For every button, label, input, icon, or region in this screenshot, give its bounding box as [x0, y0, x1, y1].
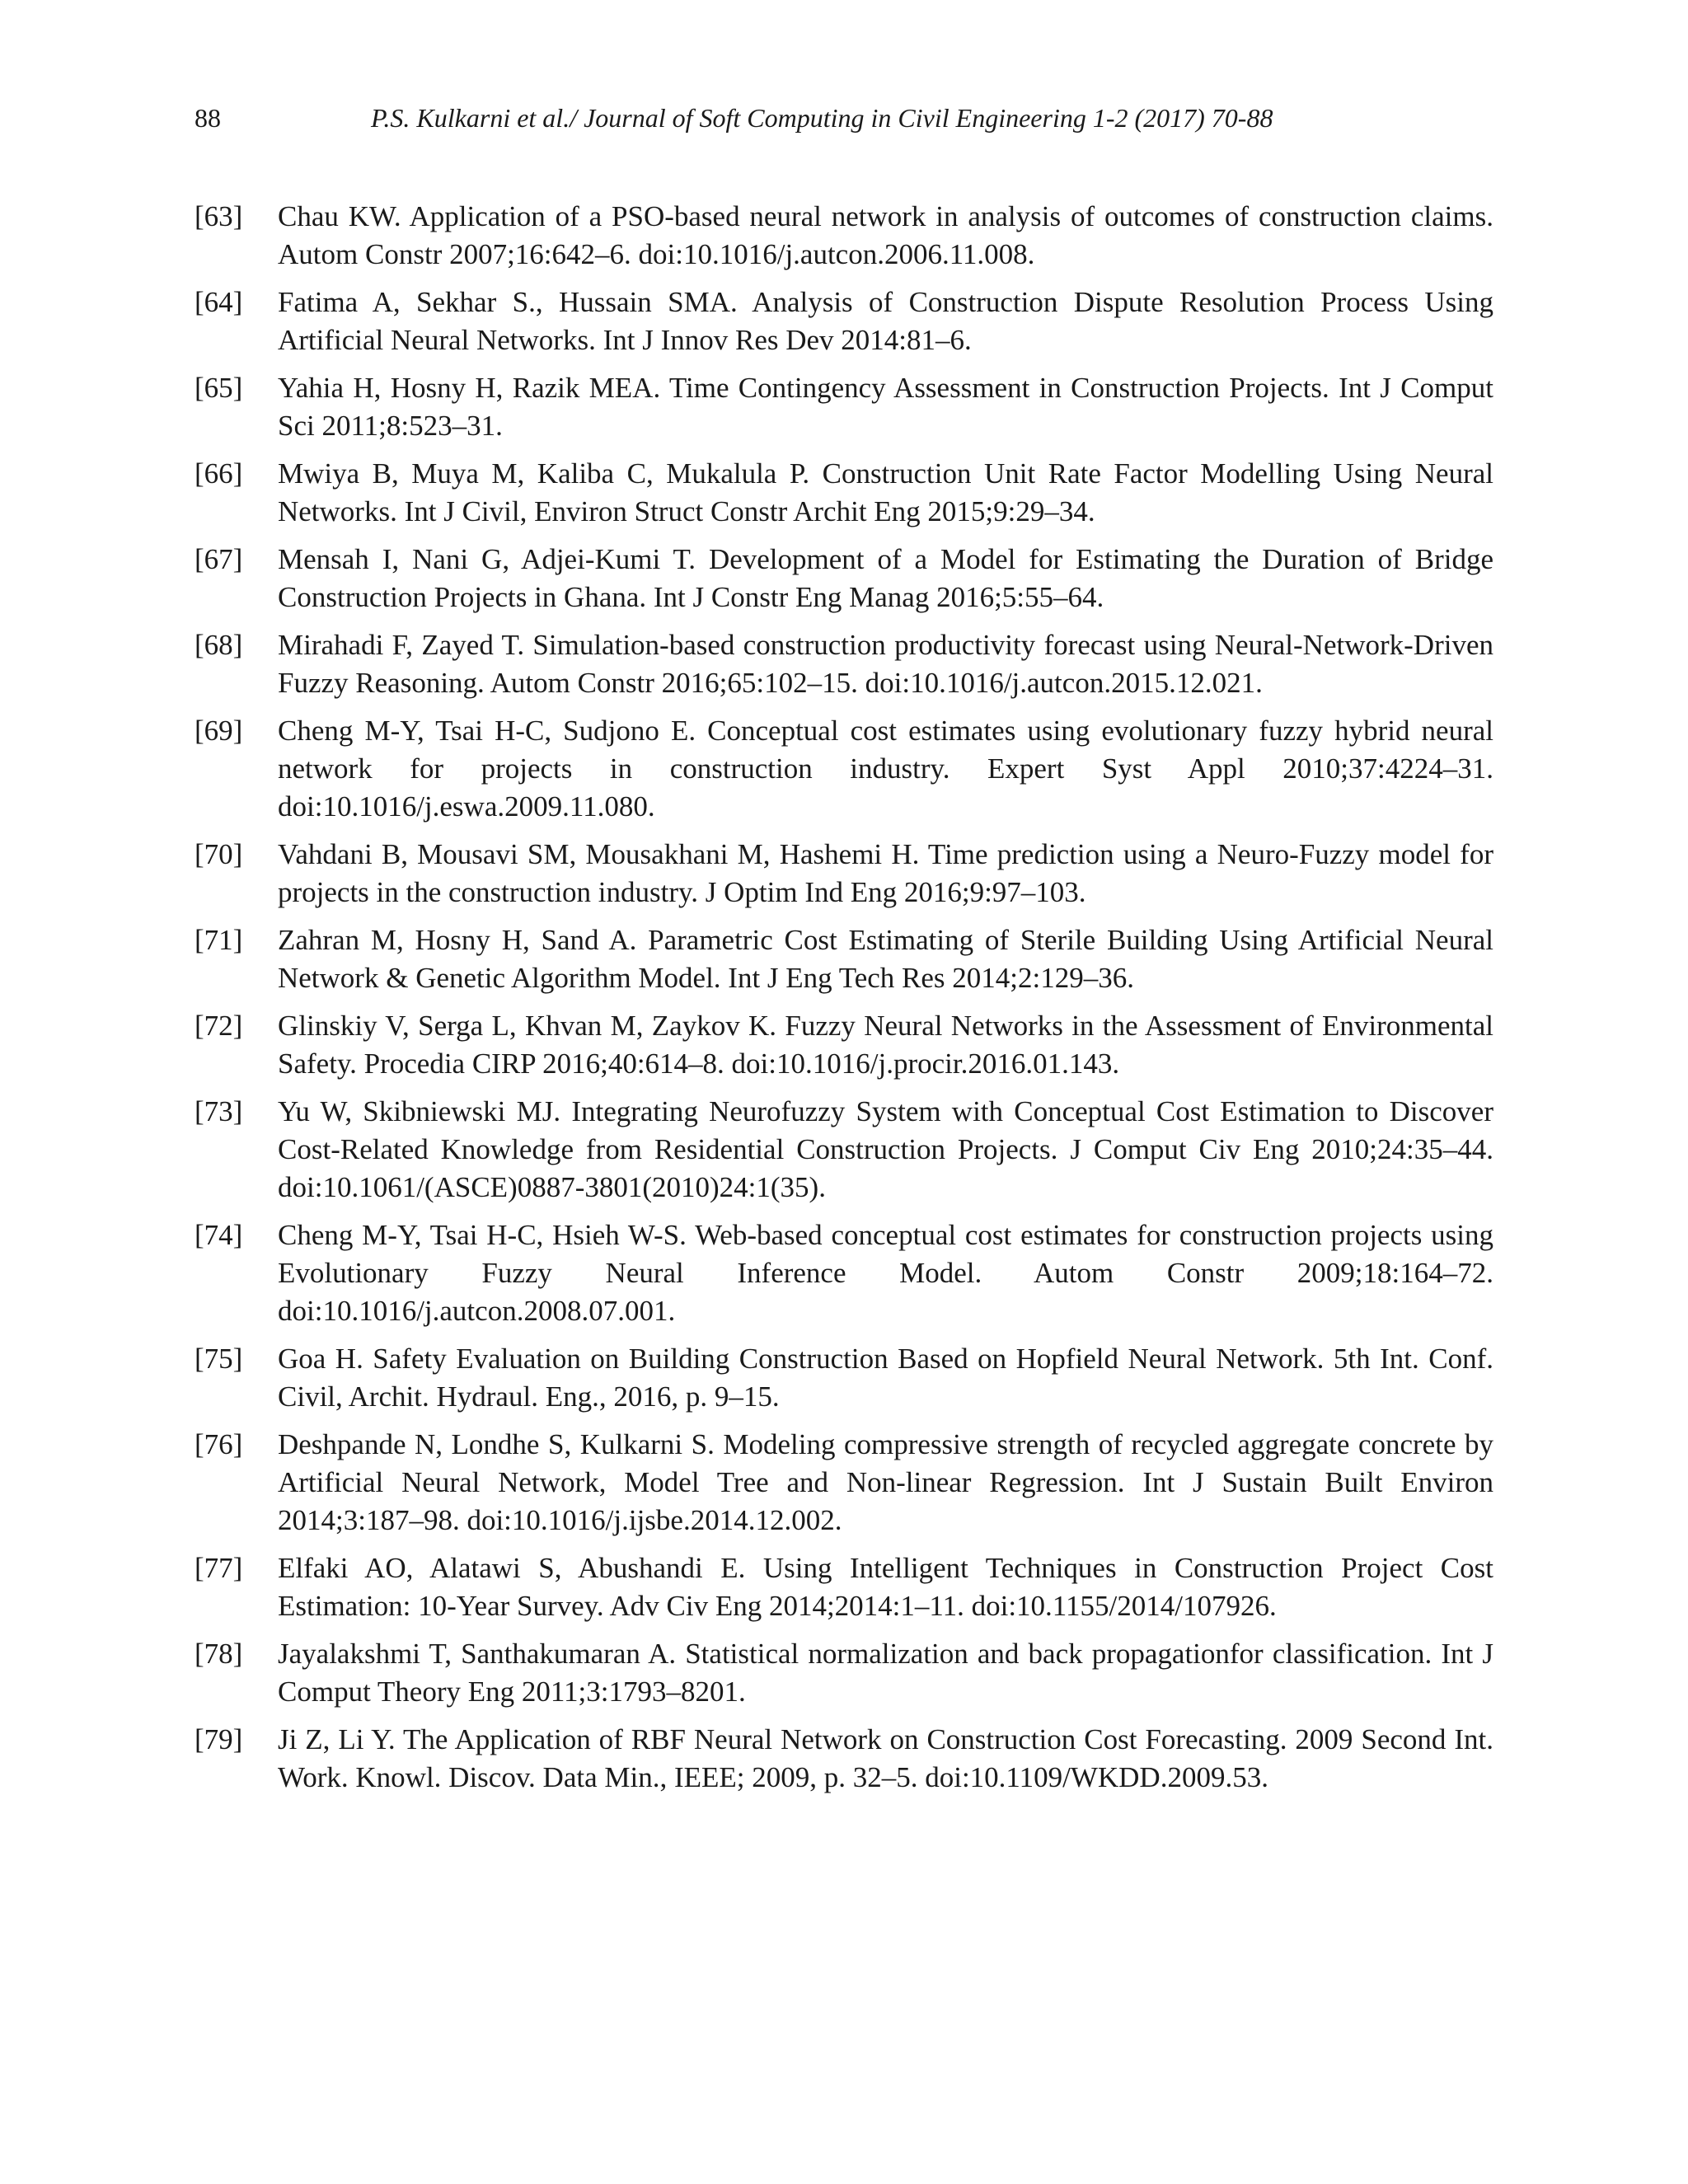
- reference-item: [195, 1093, 1493, 1207]
- reference-label: [77]: [195, 1552, 243, 1584]
- reference-label: [75]: [195, 1343, 243, 1375]
- reference-text: Elfaki AO, Alatawi S, Abushandi E. Using Intelligent Techniques in Construction Project Cost Estimation: 10-Year Survey. Adv Civ Eng 2014;2014:1–11. doi:10.1155/2014/107926.: [278, 1552, 1493, 1622]
- reference-text: Yu W, Skibniewski MJ. Integrating Neurofuzzy System with Conceptual Cost Estimation to Discover Cost-Related Knowledge from Residential Construction Projects. J Comput Civ Eng 2010;24:35–44. doi:10.1061/(ASCE)0887-3801(2010)24:1(35).: [278, 1095, 1493, 1203]
- reference-label: [74]: [195, 1219, 243, 1251]
- reference-label: [65]: [195, 372, 243, 404]
- reference-item: [195, 712, 1493, 826]
- reference-label: [66]: [195, 457, 243, 490]
- reference-label: [67]: [195, 543, 243, 575]
- reference-item: [195, 921, 1493, 997]
- reference-item: [195, 836, 1493, 912]
- reference-text: Zahran M, Hosny H, Sand A. Parametric Cost Estimating of Sterile Building Using Artificial Neural Network & Genetic Algorithm Model. Int J Eng Tech Res 2014;2:129–36.: [278, 924, 1493, 994]
- reference-text: Cheng M-Y, Tsai H-C, Hsieh W-S. Web-based conceptual cost estimates for construction projects using Evolutionary Fuzzy Neural Inference Model. Autom Constr 2009;18:164–72. doi:10.1016/j.autcon.2008.07.001.: [278, 1219, 1493, 1327]
- reference-label: [69]: [195, 715, 243, 747]
- page-number: 88: [195, 103, 221, 133]
- reference-item: [195, 1549, 1493, 1625]
- reference-label: [76]: [195, 1428, 243, 1460]
- reference-label: [73]: [195, 1095, 243, 1127]
- reference-text: Deshpande N, Londhe S, Kulkarni S. Modeling compressive strength of recycled aggregate concrete by Artificial Neural Network, Model Tree and Non-linear Regression. Int J Sustain Built Environ 2014;3:187–98. doi:10.1016/j.ijsbe.2014.12.002.: [278, 1428, 1493, 1536]
- page-header: [195, 97, 1493, 138]
- reference-text: Goa H. Safety Evaluation on Building Construction Based on Hopfield Neural Network. 5th Int. Conf. Civil, Archit. Hydraul. Eng., 2016, p. 9–15.: [278, 1343, 1493, 1413]
- reference-item: [195, 1340, 1493, 1416]
- reference-item: [195, 1216, 1493, 1330]
- reference-item: [195, 626, 1493, 702]
- reference-label: [79]: [195, 1723, 243, 1755]
- reference-text: Chau KW. Application of a PSO-based neural network in analysis of outcomes of construction claims. Autom Constr 2007;16:642–6. doi:10.1016/j.autcon.2006.11.008.: [278, 200, 1493, 270]
- reference-text: Vahdani B, Mousavi SM, Mousakhani M, Hashemi H. Time prediction using a Neuro-Fuzzy model for projects in the construction industry. J Optim Ind Eng 2016;9:97–103.: [278, 838, 1493, 908]
- reference-text: Jayalakshmi T, Santhakumaran A. Statistical normalization and back propagationfor classification. Int J Comput Theory Eng 2011;3:1793–8201.: [278, 1638, 1493, 1708]
- reference-list: [195, 198, 1493, 1807]
- reference-text: Ji Z, Li Y. The Application of RBF Neural Network on Construction Cost Forecasting. 2009 Second Int. Work. Knowl. Discov. Data Min., IEEE; 2009, p. 32–5. doi:10.1109/WKDD.2009.53.: [278, 1723, 1493, 1793]
- reference-label: [72]: [195, 1010, 243, 1042]
- reference-text: Mwiya B, Muya M, Kaliba C, Mukalula P. Construction Unit Rate Factor Modelling Using Neural Networks. Int J Civil, Environ Struct Constr Archit Eng 2015;9:29–34.: [278, 457, 1493, 527]
- reference-label: [68]: [195, 629, 243, 661]
- reference-text: Yahia H, Hosny H, Razik MEA. Time Contingency Assessment in Construction Projects. Int J Comput Sci 2011;8:523–31.: [278, 372, 1493, 442]
- reference-item: [195, 1635, 1493, 1711]
- reference-label: [70]: [195, 838, 243, 870]
- reference-text: Cheng M-Y, Tsai H-C, Sudjono E. Conceptual cost estimates using evolutionary fuzzy hybrid neural network for projects in construction industry. Expert Syst Appl 2010;37:4224–31. doi:10.1016/j.eswa.2009.11.080.: [278, 715, 1493, 823]
- reference-item: [195, 1007, 1493, 1083]
- reference-item: [195, 541, 1493, 616]
- reference-text: Fatima A, Sekhar S., Hussain SMA. Analysis of Construction Dispute Resolution Process Using Artificial Neural Networks. Int J Innov Res Dev 2014:81–6.: [278, 286, 1493, 356]
- reference-label: [71]: [195, 924, 243, 956]
- reference-label: [63]: [195, 200, 243, 232]
- reference-item: [195, 284, 1493, 359]
- reference-item: [195, 455, 1493, 531]
- reference-text: Mirahadi F, Zayed T. Simulation-based construction productivity forecast using Neural-Network-Driven Fuzzy Reasoning. Autom Constr 2016;65:102–15. doi:10.1016/j.autcon.2015.12.021.: [278, 629, 1493, 699]
- reference-item: [195, 1721, 1493, 1797]
- reference-item: [195, 369, 1493, 445]
- reference-label: [64]: [195, 286, 243, 318]
- running-head: P.S. Kulkarni et al./ Journal of Soft Computing in Civil Engineering 1-2 (2017) 70-88: [371, 103, 1273, 133]
- reference-text: Glinskiy V, Serga L, Khvan M, Zaykov K. Fuzzy Neural Networks in the Assessment of Environmental Safety. Procedia CIRP 2016;40:614–8. doi:10.1016/j.procir.2016.01.143.: [278, 1010, 1493, 1080]
- reference-item: [195, 198, 1493, 274]
- reference-label: [78]: [195, 1638, 243, 1670]
- reference-text: Mensah I, Nani G, Adjei-Kumi T. Development of a Model for Estimating the Duration of Bridge Construction Projects in Ghana. Int J Constr Eng Manag 2016;5:55–64.: [278, 543, 1493, 613]
- reference-item: [195, 1426, 1493, 1540]
